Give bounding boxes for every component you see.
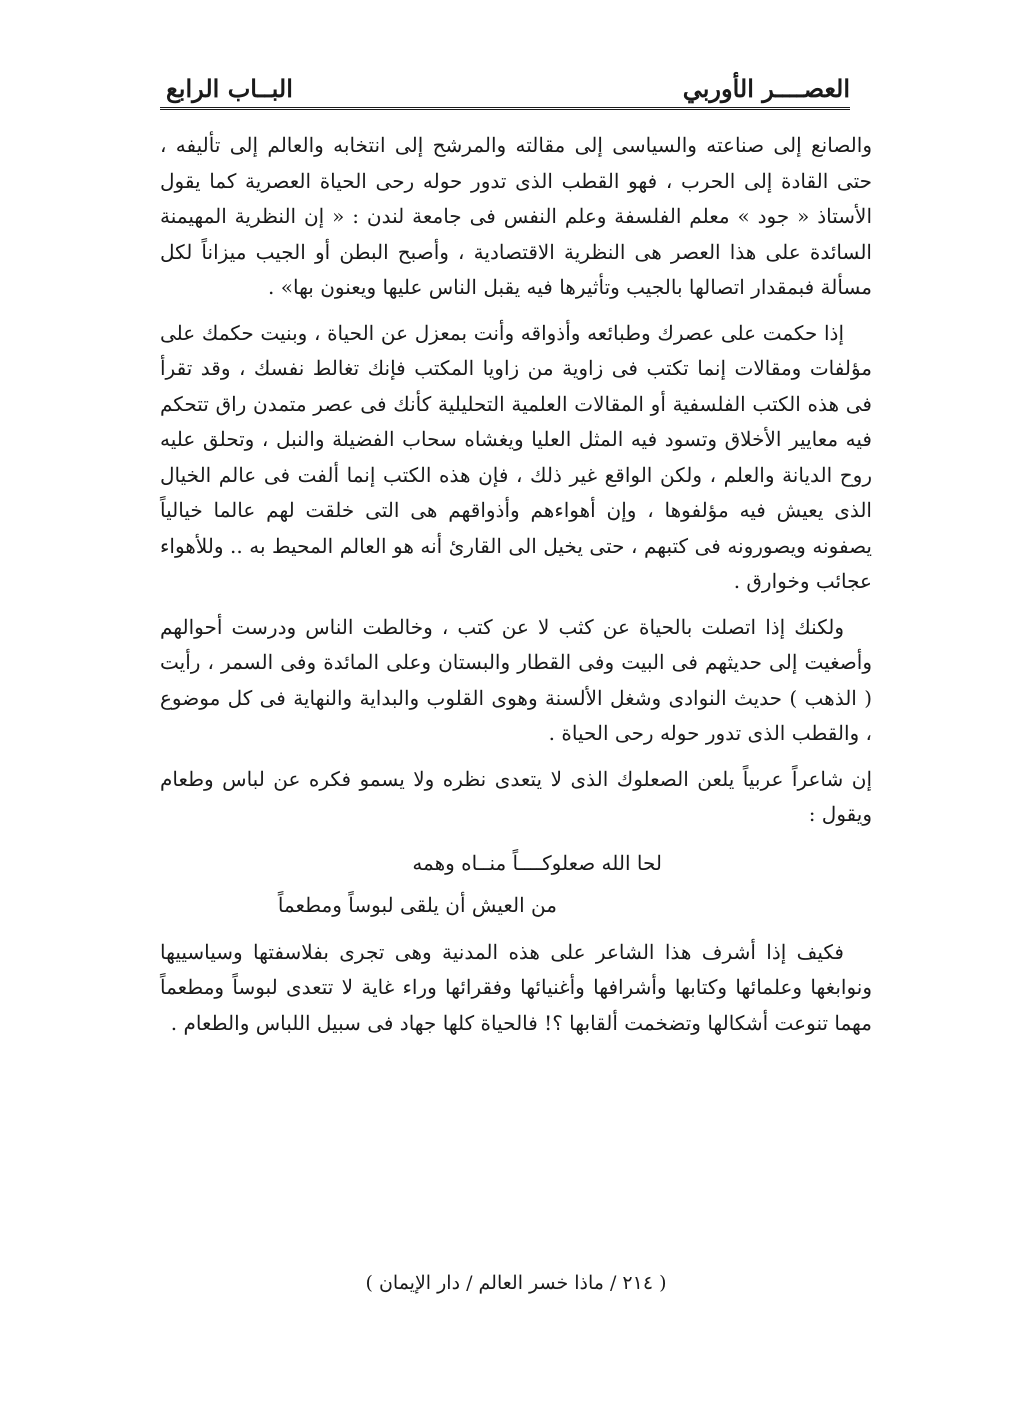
paragraph: والصانع إلى صناعته والسياسى إلى مقالته والمرشح إلى انتخابه والعالم إلى تأليفه ، حتى القادة إلى الحرب ، فهو القطب الذى تدور حوله رحى الحياة العصرية كما يقول الأستاذ « جود » معلم الفلسفة وعلم النفس فى جامعة لندن : « إن النظرية المهيمنة السائدة على هذا العصر هى النظرية الاقتصادية ، وأصبح البطن أو الجيب ميزاناً لكل مسألة فبمقدار اتصالها بالجيب وتأثيرها فيه يقبل الناس عليها ويعنون بها» .: [160, 133, 873, 299]
poem-verse: [160, 843, 872, 925]
verse-second-hemistich: من العيش أن يلقى لبوساً ومطعماً: [277, 892, 557, 917]
paragraph: إذا حكمت على عصرك وطبائعه وأذواقه وأنت بمعزل عن الحياة ، وبنيت حكمك على مؤلفات ومقالات إنما تكتب فى زاوية من زاويا المكتب فإنك تغالط نفسك ، وقد تقرأ فى هذه الكتب الفلسفية أو المقالات العلمية التحليلية كأنك فى عصر متمدن راق تتحكم فيه معايير الأخلاق وتسود فيه المثل العليا ويغشاه سحاب الفضيلة والنبل ، وتحلق عليه روح الديانة والعلم ، ولكن الواقع غير ذلك ، فإن هذه الكتب إنما ألفت فى عالم الخيال الذى يعيش فيه مؤلفوها ، وإن أهواءهم وأذواقهم هى التى خلقت لهم عالما خيالياً يصفونه ويصورونه فى كتبهم ، حتى يخيل الى القارئ أنه هو العالم المحيط به .. وللأهواء عجائب وخوارق .: [160, 320, 872, 593]
paragraph: ولكنك إذا اتصلت بالحياة عن كثب لا عن كتب ، وخالطت الناس ودرست أحوالهم وأصغيت إلى حديثهم فى البيت وفى القطار والبستان وعلى المائدة وفى السمر ، رأيت ( الذهب ) حديث النوادى وشغل الألسنة وهوى القلوب والبداية والنهاية فى كل موضوع ، والقطب الذى تدور حوله رحى الحياة .: [160, 614, 872, 745]
paragraph: إن شاعراً عربياً يلعن الصعلوك الذى لا يتعدى نظره ولا يسمو فكره عن لباس وطعام ويقول :: [160, 766, 872, 826]
body-text: [160, 128, 872, 1051]
verse-first-hemistich: لحا الله صعلوكــــاً منــاه وهمه: [412, 850, 662, 875]
header-divider: [160, 107, 850, 110]
section-title: البــاب الرابع: [166, 74, 293, 103]
chapter-title: العصــــر الأوربي: [682, 74, 850, 103]
page-footer: ( ٢١٤ / ماذا خسر العالم / دار الإيمان ): [365, 1272, 667, 1294]
running-header: [160, 66, 850, 110]
paragraph: فكيف إذا أشرف هذا الشاعر على هذه المدنية وهى تجرى بفلاسفتها وسياسييها ونوابغها وعلمائها وكتابها وأشرافها وأغنيائها وفقرائها وراء غاية لا تتعدى لبوساً ومطعماً مهما تنوعت أشكالها وتضخمت ألقابها ؟! فالحياة كلها جهاد فى سبيل اللباس والطعام .: [160, 939, 872, 1035]
